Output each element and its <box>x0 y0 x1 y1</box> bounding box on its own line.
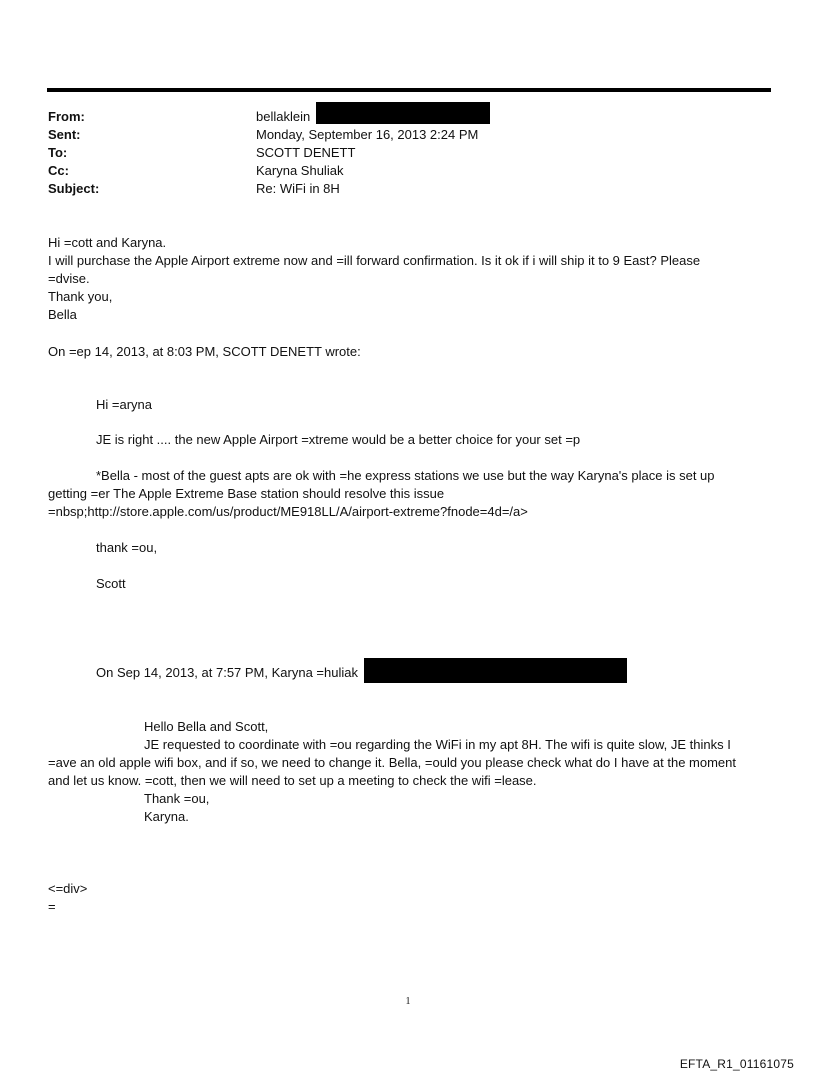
nested-quote-intro: On Sep 14, 2013, at 7:57 PM, Karyna =huliak <box>96 665 358 680</box>
quote-intro: On =ep 14, 2013, at 8:03 PM, SCOTT DENETT wrote: <box>48 344 361 359</box>
header-divider <box>47 88 771 92</box>
quoted-link: =nbsp;http://store.apple.com/us/product/ME918LL/A/airport-extreme?fnode=4d=/a> <box>48 504 528 519</box>
sent-label: Sent: <box>48 127 81 142</box>
from-value: bellaklein <box>256 109 311 124</box>
body-line: Hi =cott and Karyna. <box>48 235 167 250</box>
quoted-closing: thank =ou, <box>96 540 158 555</box>
redaction-block <box>316 102 490 124</box>
redaction-block <box>364 658 627 683</box>
bates-number: EFTA_R1_01161075 <box>679 1057 794 1071</box>
body-line: Thank you, <box>48 289 113 304</box>
nested-quote-line: JE requested to coordinate with =ou regarding the WiFi in my apt 8H. The wifi is quite slow, JE thinks I <box>144 737 731 752</box>
nested-quote-line: Karyna. <box>144 809 189 824</box>
quoted-paragraph: *Bella - most of the guest apts are ok with =he express stations we use but the way Karyna's place is set up <box>96 468 715 483</box>
trailer-line: = <box>48 899 56 914</box>
nested-quote-line: Thank =ou, <box>144 791 210 806</box>
to-label: To: <box>48 145 68 160</box>
subject-label: Subject: <box>48 181 100 196</box>
subject-value: Re: WiFi in 8H <box>256 181 340 196</box>
nested-quote-line: Hello Bella and Scott, <box>144 719 269 734</box>
quoted-signature: Scott <box>96 576 126 591</box>
from-label: From: <box>48 109 85 124</box>
body-line: I will purchase the Apple Airport extreme now and =ill forward confirmation. Is it ok if i will ship it to 9 East? Please <box>48 253 701 268</box>
to-value: SCOTT DENETT <box>256 145 356 160</box>
body-line: =dvise. <box>48 271 90 286</box>
trailer-line: <=div> <box>48 881 88 896</box>
quoted-paragraph: getting =er The Apple Extreme Base station should resolve this issue <box>48 486 445 501</box>
cc-value: Karyna Shuliak <box>256 163 344 178</box>
nested-quote-line: and let us know. =cott, then we will need to set up a meeting to check the wifi =lease. <box>48 773 537 788</box>
nested-quote-line: =ave an old apple wifi box, and if so, we need to change it. Bella, =ould you please check what do I have at the moment <box>48 755 736 770</box>
page-number: 1 <box>405 996 411 1007</box>
body-line: Bella <box>48 307 77 322</box>
quoted-paragraph: JE is right .... the new Apple Airport =xtreme would be a better choice for your set =p <box>96 432 581 447</box>
quoted-greeting: Hi =aryna <box>96 397 152 412</box>
sent-value: Monday, September 16, 2013 2:24 PM <box>256 127 479 142</box>
cc-label: Cc: <box>48 163 69 178</box>
